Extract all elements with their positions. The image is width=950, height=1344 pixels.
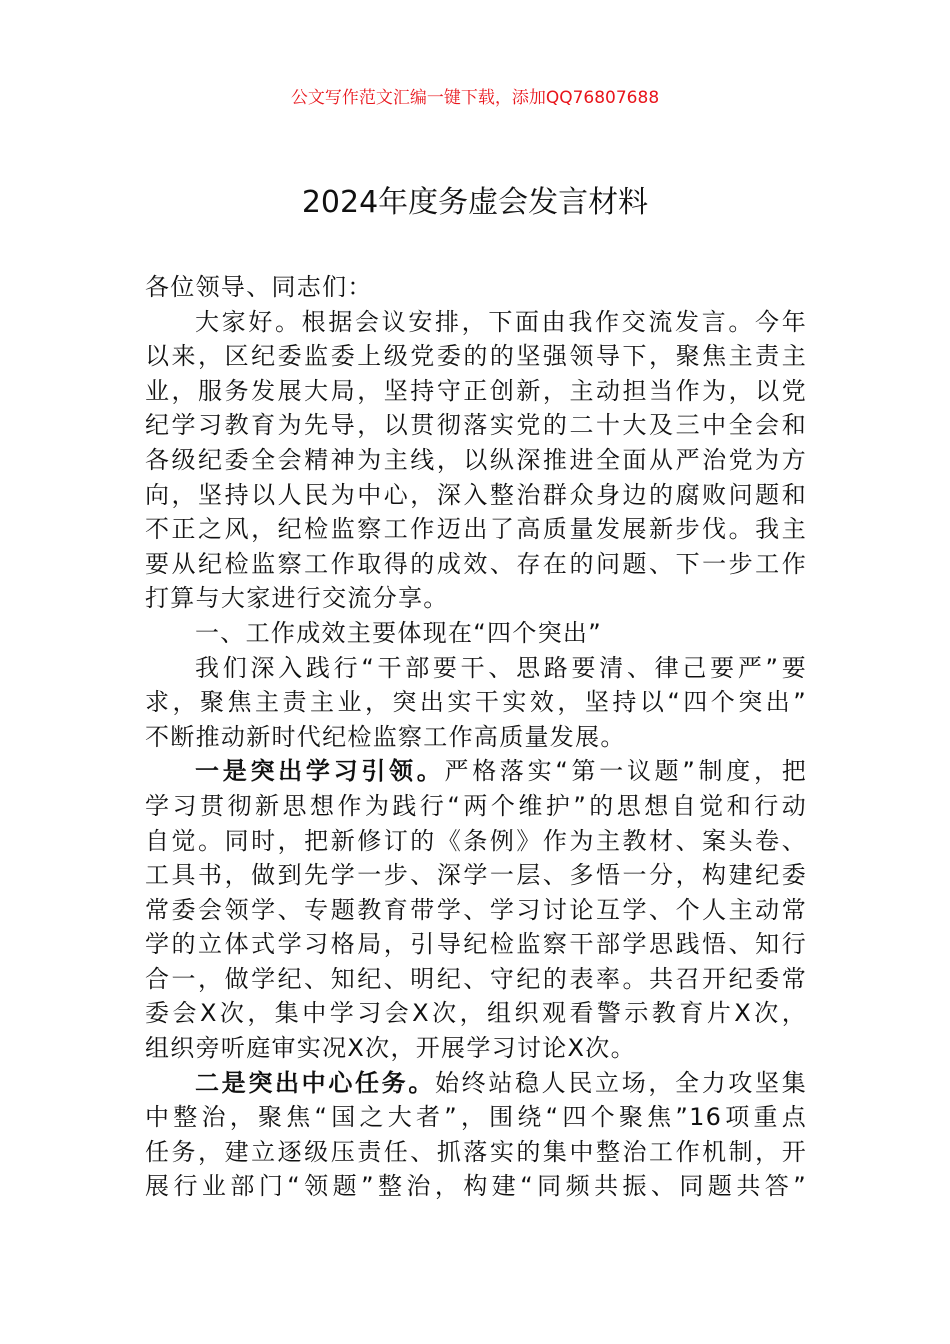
salutation: 各位领导、同志们：	[145, 273, 373, 301]
paragraph-line: 学的立体式学习格局，引导纪检监察干部学思践悟、知行	[145, 930, 807, 959]
paragraph-line: 求，聚焦主责主业，突出实干实效，坚持以“四个突出”	[145, 688, 807, 717]
paragraph-line: 纪学习教育为先导，以贯彻落实党的二十大及三中全会和	[145, 411, 807, 440]
section-heading: 一、工作成效主要体现在“四个突出”	[195, 618, 602, 647]
paragraph-line: 大家好。根据会议安排，下面由我作交流发言。今年	[195, 307, 807, 336]
paragraph-line: 以来，区纪委监委上级党委的的坚强领导下，聚焦主责主	[145, 342, 807, 371]
document-title: 2024年度务虚会发言材料	[301, 185, 649, 220]
paragraph-line: 工具书，做到先学一步、深学一层、多悟一分，构建纪委	[145, 861, 807, 890]
section2-first-text: 始终站稳人民立场，全力攻坚集	[435, 1068, 807, 1097]
paragraph-line: 我们深入践行“干部要干、思路要清、律己要严”要	[195, 653, 807, 682]
paragraph-line: 不断推动新时代纪检监察工作高质量发展。	[145, 722, 626, 751]
paragraph-line: 打算与大家进行交流分享。	[145, 584, 449, 613]
document-body	[145, 270, 807, 1204]
paragraph-line: 各级纪委全会精神为主线，以纵深推进全面从严治党为方	[145, 445, 807, 474]
paragraph-line	[145, 754, 807, 789]
paragraph-line: 常委会领学、专题教育带学、学习讨论互学、个人主动常	[145, 895, 807, 924]
download-banner[interactable]: 公文写作范文汇编一键下载，添加QQ76807688	[290, 88, 660, 108]
paragraph-line: 学习贯彻新思想作为践行“两个维护”的思想自觉和行动	[145, 791, 807, 820]
section1-first-text: 严格落实“第一议题”制度，把	[444, 757, 807, 786]
paragraph-line: 委会X次，集中学习会X次，组织观看警示教育片X次，	[145, 999, 807, 1028]
paragraph-line: 不正之风，纪检监察工作迈出了高质量发展新步伐。我主	[145, 515, 807, 544]
paragraph-line: 组织旁听庭审实况X次，开展学习讨论X次。	[145, 1034, 636, 1063]
paragraph-line: 中整治，聚焦“国之大者”，围绕“四个聚焦”16项重点	[145, 1103, 807, 1132]
section2-lead: 二是突出中心任务。	[195, 1068, 436, 1097]
paragraph-line: 向，坚持以人民为中心，深入整治群众身边的腐败问题和	[145, 480, 807, 509]
paragraph-line: 展行业部门“领题”整治，构建“同频共振、同题共答”	[145, 1172, 807, 1201]
paragraph-line: 自觉。同时，把新修订的《条例》作为主教材、案头卷、	[145, 826, 807, 855]
paragraph-line: 任务，建立逐级压责任、抓落实的集中整治工作机制，开	[145, 1137, 807, 1166]
section1-lead: 一是突出学习引领。	[195, 757, 445, 786]
paragraph-line: 业，服务发展大局，坚持守正创新，主动担当作为，以党	[145, 376, 807, 405]
paragraph-line: 合一，做学纪、知纪、明纪、守纪的表率。共召开纪委常	[145, 964, 807, 993]
paragraph-line: 要从纪检监察工作取得的成效、存在的问题、下一步工作	[145, 549, 807, 578]
paragraph-line	[145, 1066, 807, 1101]
